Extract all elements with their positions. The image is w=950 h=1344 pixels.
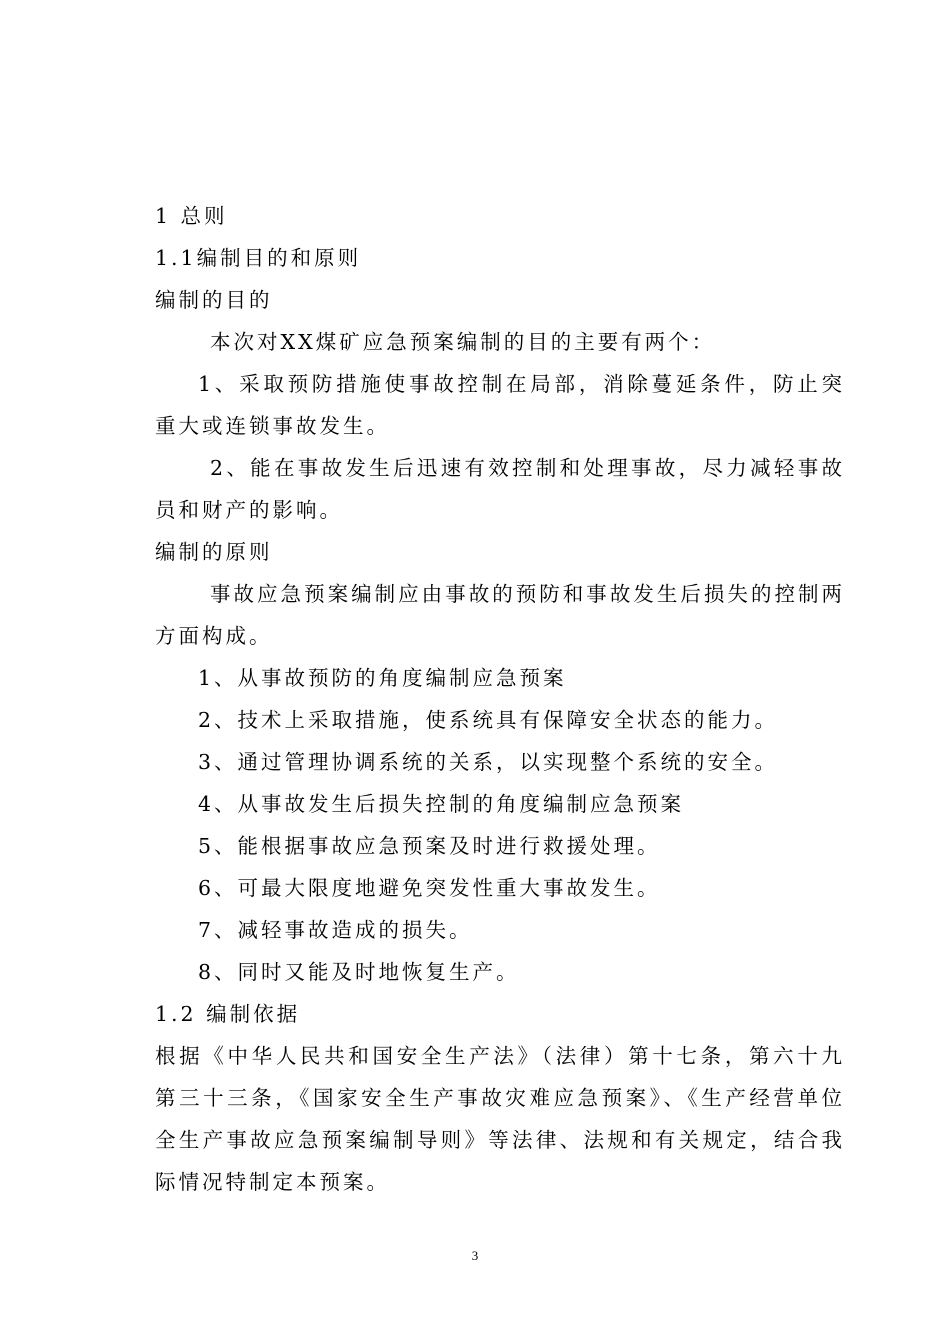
list-item: 6、可最大限度地避免突发性重大事故发生。 (198, 876, 661, 900)
subsection-heading-purpose-principles: 1.1编制目的和原则 (155, 246, 362, 270)
heading-principles: 编制的原则 (155, 540, 273, 564)
list-item: 2、技术上采取措施，使系统具有保障安全状态的能力。 (198, 708, 779, 732)
page-number: 3 (471, 1248, 479, 1263)
paragraph-line: 重大或连锁事故发生。 (155, 414, 390, 438)
paragraph-line: 际情况特制定本预案。 (155, 1170, 390, 1194)
list-item: 5、能根据事故应急预案及时进行救援处理。 (198, 834, 661, 858)
list-item: 3、通过管理协调系统的关系，以实现整个系统的安全。 (198, 750, 779, 774)
heading-purpose: 编制的目的 (155, 288, 273, 312)
paragraph-line: 1、采取预防措施使事故控制在局部，消除蔓延条件，防止突 (198, 372, 845, 396)
list-item: 7、减轻事故造成的损失。 (198, 918, 473, 942)
list-item: 1、从事故预防的角度编制应急预案 (198, 666, 567, 690)
list-item: 4、从事故发生后损失控制的角度编制应急预案 (198, 792, 685, 816)
paragraph-line: 方面构成。 (155, 624, 273, 648)
section-heading-general: 1 总则 (155, 204, 228, 228)
paragraph-line: 本次对XX煤矿应急预案编制的目的主要有两个： (210, 330, 716, 354)
subsection-heading-basis: 1.2 编制依据 (155, 1002, 301, 1026)
paragraph-line: 员和财产的影响。 (155, 498, 343, 522)
paragraph-line: 全生产事故应急预案编制导则》等法律、法规和有关规定，结合我 (155, 1128, 845, 1152)
list-item: 8、同时又能及时地恢复生产。 (198, 960, 520, 984)
paragraph-line: 事故应急预案编制应由事故的预防和事故发生后损失的控制两 (210, 582, 845, 606)
paragraph-line: 2、能在事故发生后迅速有效控制和处理事故，尽力减轻事故 (210, 456, 845, 480)
paragraph-line: 第三十三条，《国家安全生产事故灾难应急预案》、《生产经营单位 (155, 1086, 845, 1110)
paragraph-line: 根据《中华人民共和国安全生产法》（法律）第十七条，第六十九 (155, 1044, 845, 1068)
